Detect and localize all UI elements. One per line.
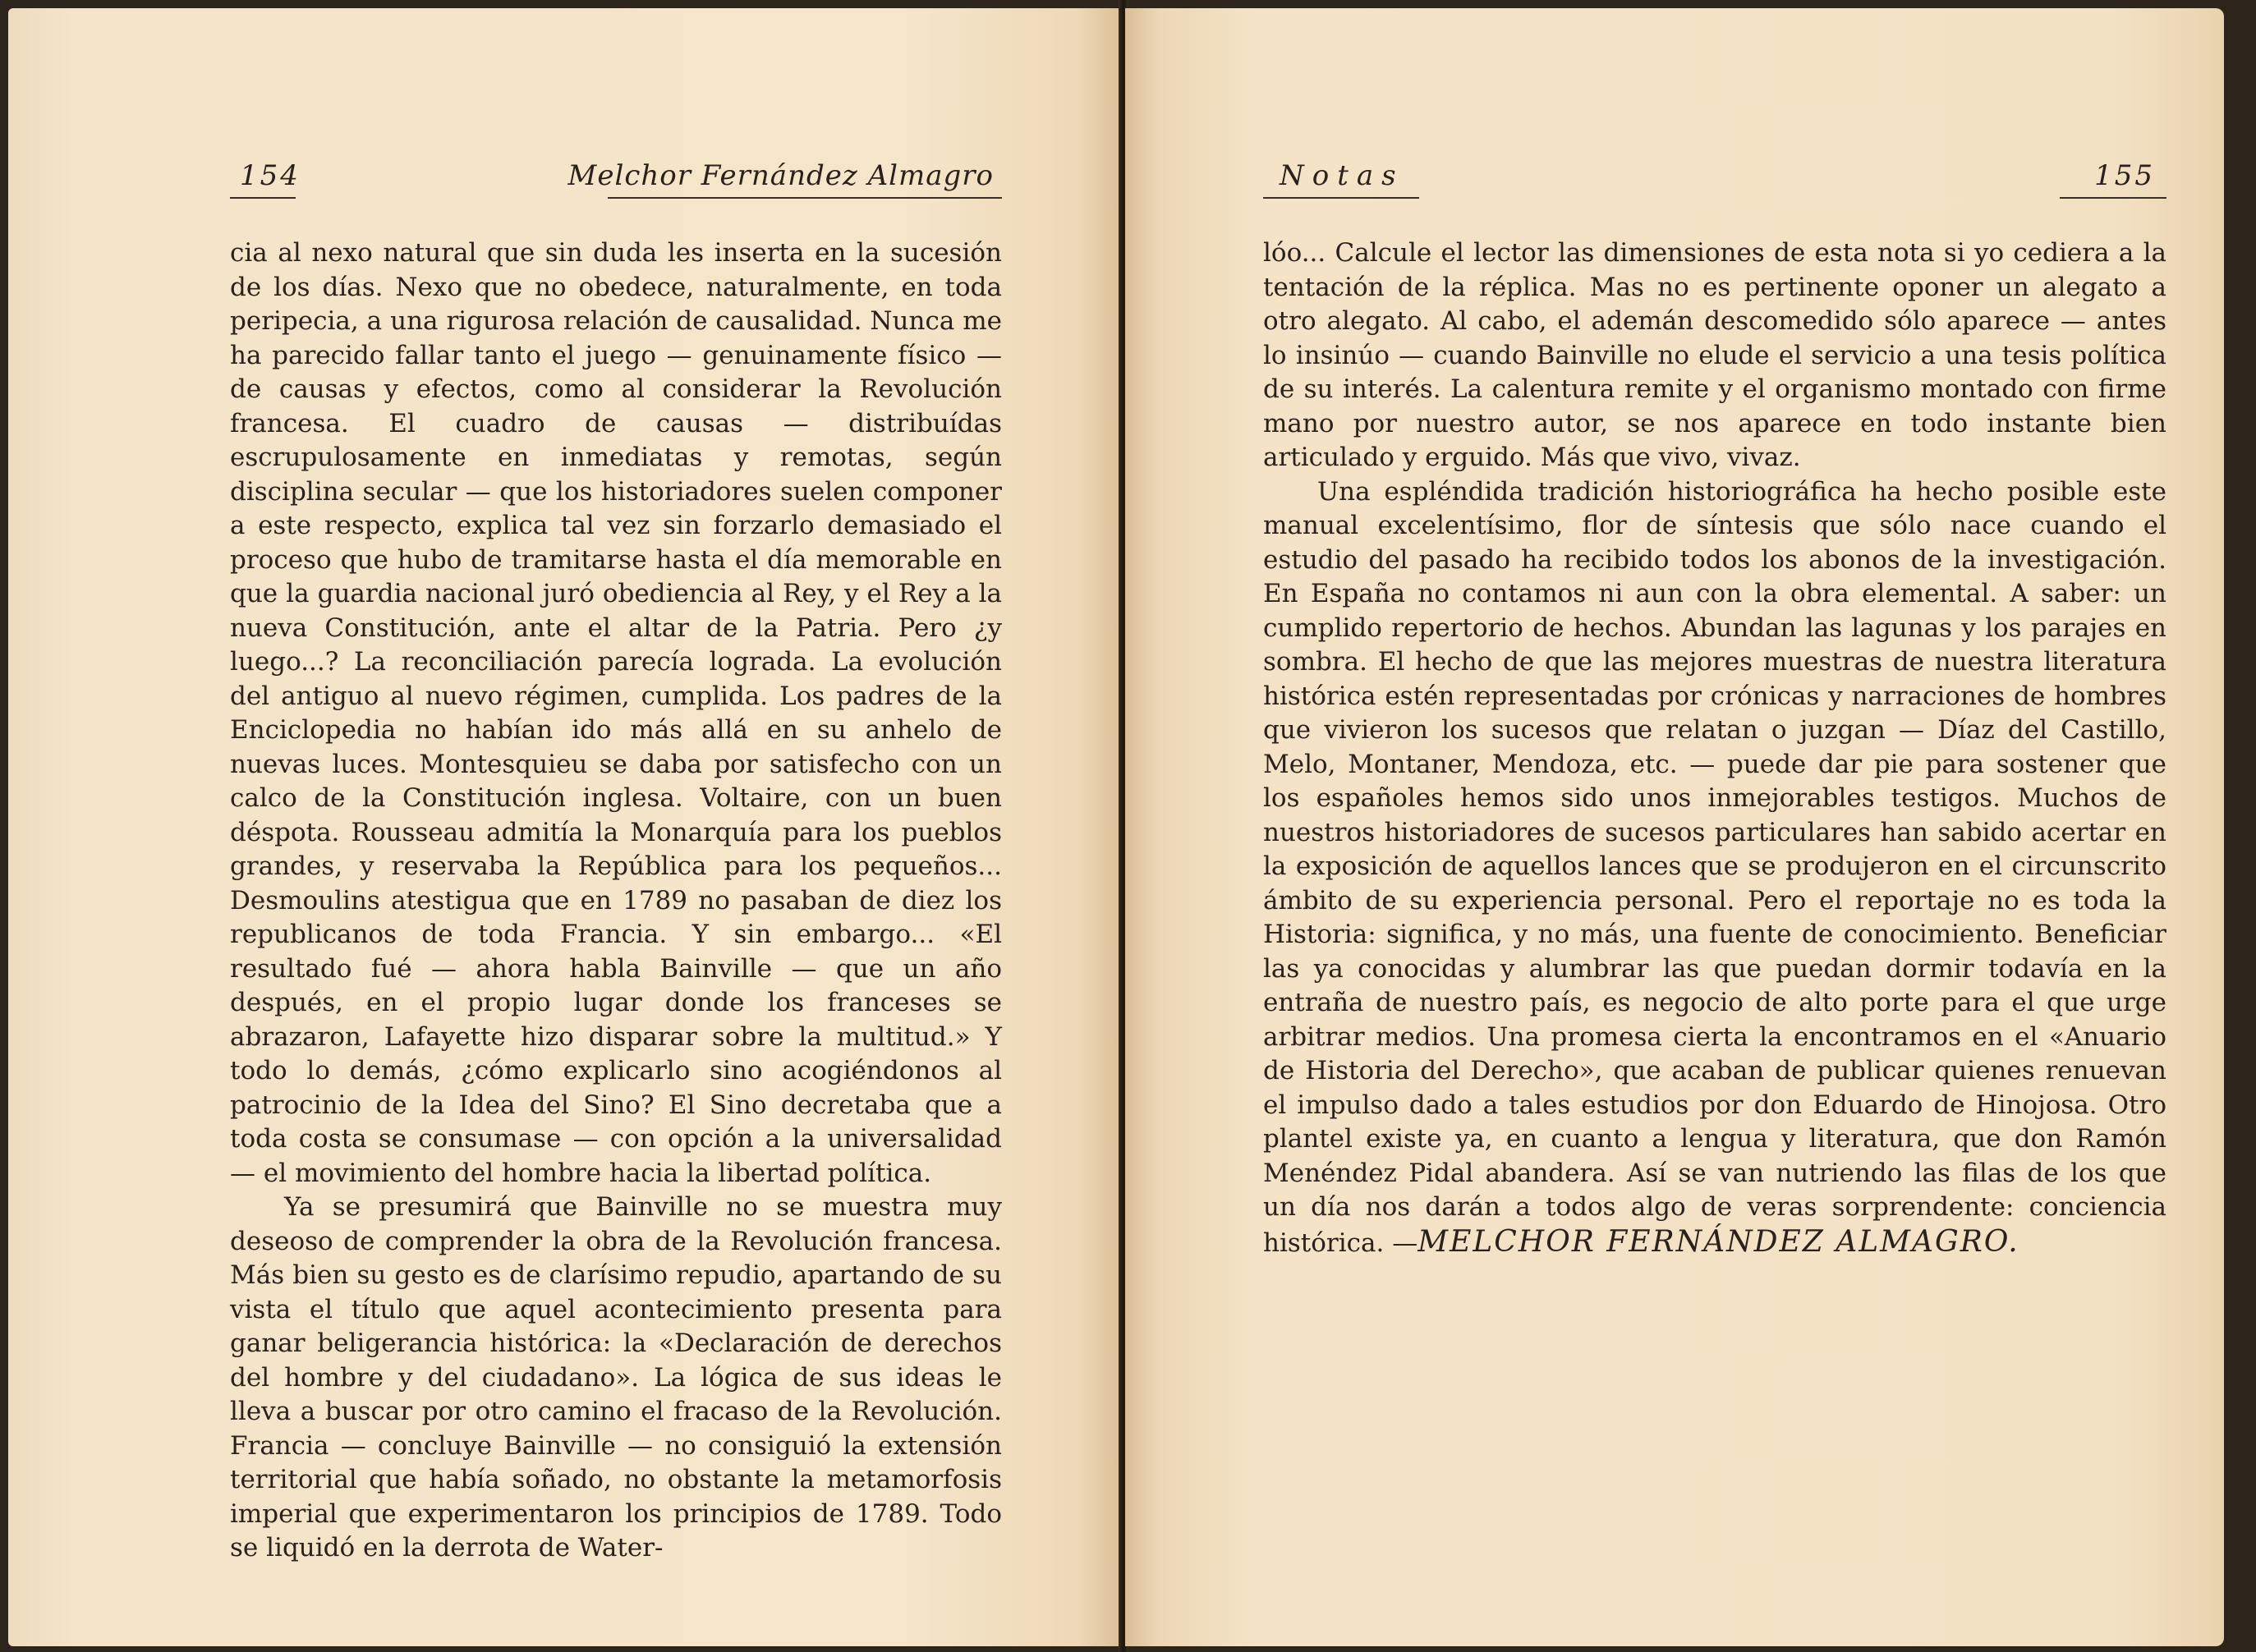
left-page <box>8 8 1122 1646</box>
running-title: Notas <box>1280 159 1404 192</box>
header-rule-gap <box>296 197 608 199</box>
paragraph: lóo... Calcule el lector las dimensiones de esta nota si yo cediera a la tentación de la réplica. Mas no es pertinente oponer un alegato a otro alegato. Al cabo, el ademán descomedido sólo aparece — antes lo insinúo — cuando Bainville no elude el servicio a una tesis política de su interés. La calentura remite y el organismo montado con firme mano por nuestro autor, se nos aparece en todo instante bien articulado y erguido. Más que vivo, vivaz. <box>1263 238 2166 472</box>
author-signature: MELCHOR FERNÁNDEZ ALMAGRO. <box>1417 1224 2019 1259</box>
paragraph-with-signature <box>1263 475 2166 1261</box>
page-number: 155 <box>2094 159 2155 192</box>
left-page-body <box>230 236 1002 1566</box>
right-page-body <box>1263 236 2166 1260</box>
right-page <box>1125 8 2224 1646</box>
right-page-header <box>1263 158 2166 199</box>
paragraph: cia al nexo natural que sin duda les inserta en la sucesión de los días. Nexo que no obedece, naturalmente, en toda peripecia, a una rigurosa relación de causalidad. Nunca me ha parecido fallar tanto el juego — genuinamente físico — de causas y efectos, como al considerar la Revolución francesa. El cuadro de causas — distribuídas escrupulosamente en inmediatas y remotas, según disciplina secular — que los historiadores suelen componer a este respecto, explica tal vez sin forzarlo demasiado el proceso que hubo de tramitarse hasta el día memorable en que la guardia nacional juró obediencia al Rey, y el Rey a la nueva Constitución, ante el altar de la Patria. Pero ¿y luego...? La reconciliación parecía lograda. La evolución del antiguo al nuevo régimen, cumplida. Los padres de la Enciclopedia no habían ido más allá en su anhelo de nuevas luces. Montesquieu se daba por satisfecho con un calco de la Constitución inglesa. Voltaire, con un buen déspota. Rousseau admitía la Monarquía para los pueblos grandes, y reservaba la República para los pequeños... Desmoulins atestigua que en 1789 no pasaban de diez los republicanos de toda Francia. Y sin embargo... «El resultado fué — ahora habla Bainville — que un año después, en el propio lugar donde los franceses se abrazaron, Lafayette hizo disparar sobre la multitud.» Y todo lo demás, ¿cómo explicarlo sino acogiéndonos al patrocinio de la Idea del Sino? El Sino decretaba que a toda costa se consumase — con opción a la universalidad — el movimiento del hombre hacia la libertad política. <box>230 238 1002 1188</box>
paragraph-text: Una espléndida tradición historiográfica ha hecho posible este manual excelentísimo, flor de síntesis que sólo nace cuando el estudio del pasado ha recibido todos los abonos de la investigación. En España no contamos ni aun con la obra elemental. A saber: un cumplido repertorio de hechos. Abundan las lagunas y los parajes en sombra. El hecho de que las mejores muestras de nuestra literatura histórica estén representadas por crónicas y narraciones de hombres que vivieron los sucesos que relatan o juzgan — Díaz del Castillo, Melo, Montaner, Mendoza, etc. — puede dar pie para sostener que los españoles hemos sido unos inmejorables testigos. Muchos de nuestros historiadores de sucesos particulares han sabido acertar en la exposición de aquellos lances que se produjeron en el circunscrito ámbito de su experiencia personal. Pero el reportaje no es toda la Historia: significa, y no más, una fuente de conocimiento. Beneficiar las ya conocidas y alumbrar las que puedan dormir todavía en la entraña de nuestro país, es negocio de alto porte para el que urge arbitrar medios. Una promesa cierta la encontramos en el «Anuario de Historia del Derecho», que acaban de publicar quienes renuevan el impulso dado a tales estudios por don Eduardo de Hinojosa. Otro plantel existe ya, en cuanto a lengua y literatura, que don Ramón Menéndez Pidal abandera. Así se van nutriendo las filas de los que un día nos darán a todos algo de veras sorprendente: conciencia histórica. — <box>1263 476 2166 1258</box>
running-title: Melchor Fernández Almagro <box>567 159 994 192</box>
header-rule-gap <box>1419 197 2060 199</box>
left-page-header <box>230 158 1002 199</box>
paragraph: Ya se presumirá que Bainville no se muestra muy deseoso de comprender la obra de la Revolución francesa. Más bien su gesto es de clarísimo repudio, apartando de su vista el título que aquel acontecimiento presenta para ganar beligerancia histórica: la «Declaración de derechos del hombre y del ciudadano». La lógica de sus ideas le lleva a buscar por otro camino el fracaso de la Revolución. Francia — concluye Bainville — no consiguió la extensión territorial que había soñado, no obstante la metamorfosis imperial que experimentaron los principios de 1789. Todo se liquidó en la derrota de Water- <box>230 1192 1002 1563</box>
page-number: 154 <box>240 159 301 192</box>
